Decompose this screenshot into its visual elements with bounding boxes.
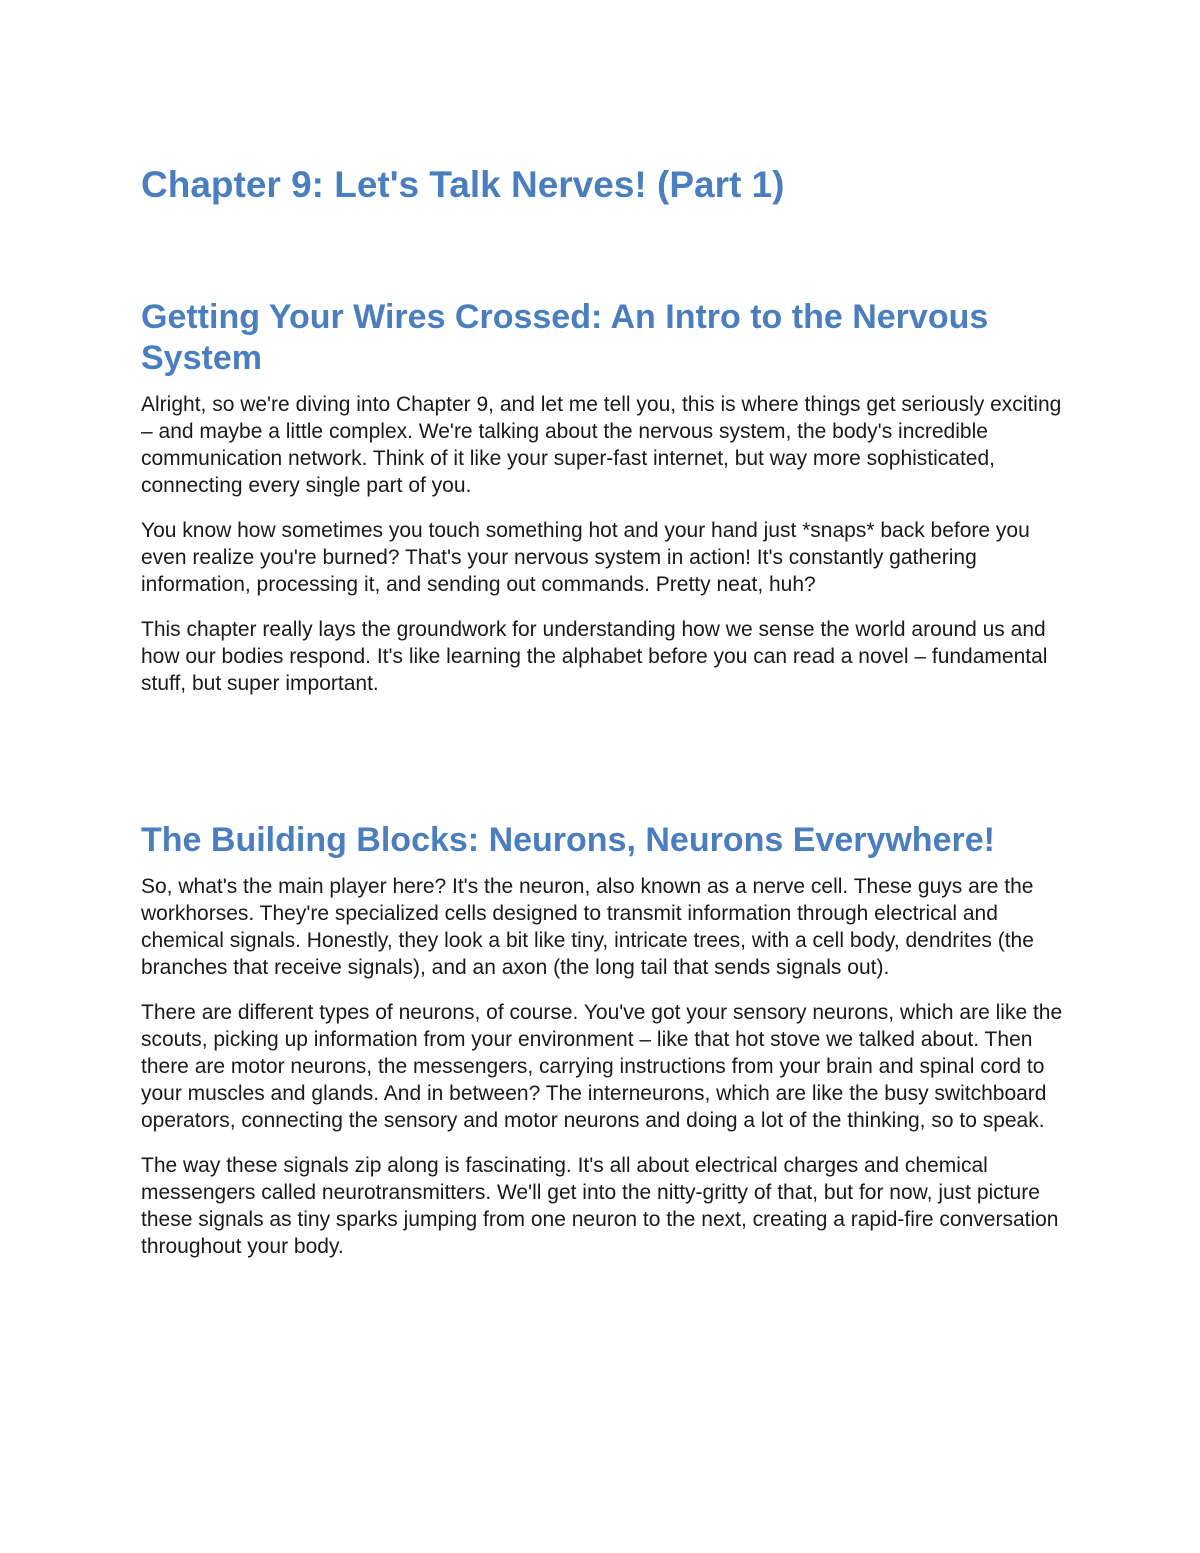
paragraph: This chapter really lays the groundwork for understanding how we sense the world around us and how our bodies respond. It's like learning the alphabet before you can read a novel – fundamental stuff, but super important. bbox=[141, 618, 1048, 695]
section-heading: The Building Blocks: Neurons, Neurons Everywhere! bbox=[141, 821, 995, 859]
paragraph: So, what's the main player here? It's the neuron, also known as a nerve cell. These guys are the workhorses. They're specialized cells designed to transmit information through electrical and chemical signals. Honestly, they look a bit like tiny, intricate trees, with a cell body, dendrites (the branches that receive signals), and an axon (the long tail that sends signals out). bbox=[141, 875, 1034, 979]
paragraph: The way these signals zip along is fascinating. It's all about electrical charges and chemical messengers called neurotransmitters. We'll get into the nitty-gritty of that, but for now, just picture these signals as tiny sparks jumping from one neuron to the next, creating a rapid-fire conversation throughout your body. bbox=[141, 1154, 1059, 1258]
paragraph: Alright, so we're diving into Chapter 9, and let me tell you, this is where things get seriously exciting – and maybe a little complex. We're talking about the nervous system, the body's incredible communication network. Think of it like your super-fast internet, but way more sophisticated, connecting every single part of you. bbox=[141, 393, 1062, 497]
paragraph: There are different types of neurons, of course. You've got your sensory neurons, which are like the scouts, picking up information from your environment – like that hot stove we talked about. Then there are motor neurons, the messengers, carrying instructions from your brain and spinal cord to your muscles and glands. And in between? The interneurons, which are like the busy switchboard operators, connecting the sensory and motor neurons and doing a lot of the thinking, so to speak. bbox=[141, 1001, 1063, 1132]
section-heading: Getting Your Wires Crossed: An Intro to the Nervous System bbox=[141, 298, 989, 377]
chapter-title: Chapter 9: Let's Talk Nerves! (Part 1) bbox=[141, 164, 785, 205]
section-intro bbox=[141, 297, 1063, 715]
section-neurons bbox=[141, 820, 1063, 1278]
paragraph: You know how sometimes you touch something hot and your hand just *snaps* back before you even realize you're burned? That's your nervous system in action! It's constantly gathering information, processing it, and sending out commands. Pretty neat, huh? bbox=[141, 519, 1030, 596]
